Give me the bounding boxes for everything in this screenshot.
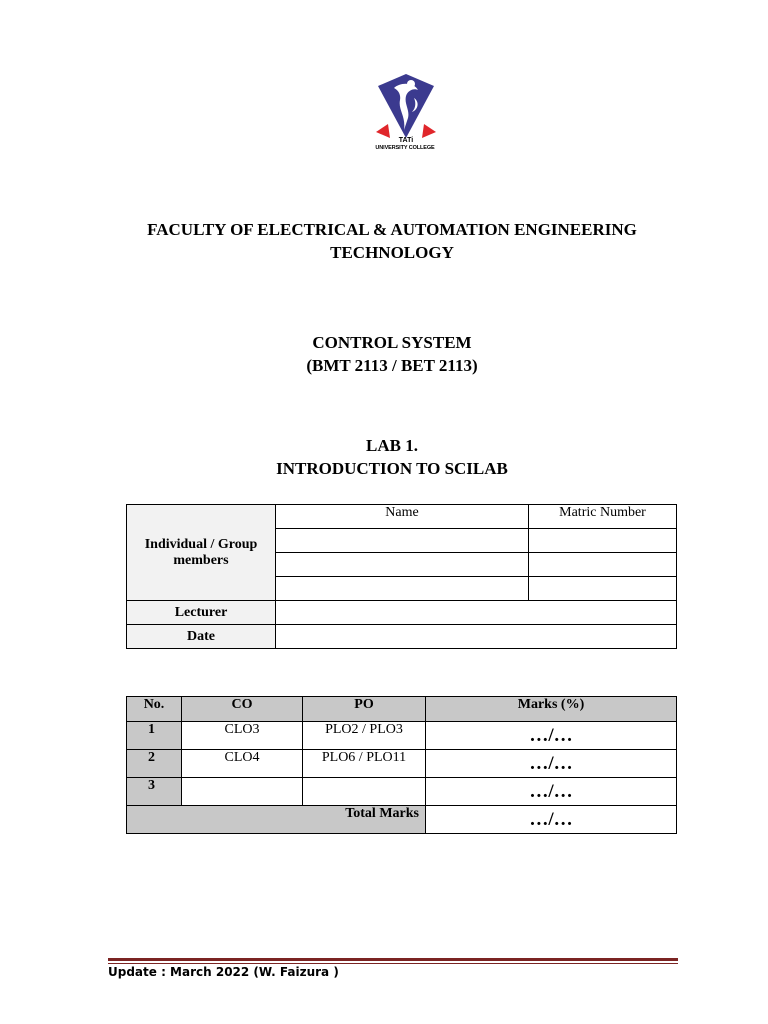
co-cell: CLO3 xyxy=(182,722,303,750)
date-field[interactable] xyxy=(276,625,677,649)
total-row xyxy=(127,806,677,834)
course-code: (BMT 2113 / BET 2113) xyxy=(306,356,478,375)
course-title: CONTROL SYSTEM xyxy=(312,333,472,352)
lecturer-row xyxy=(127,601,677,625)
marks-table xyxy=(126,696,677,834)
lecturer-field[interactable] xyxy=(276,601,677,625)
marks-cell[interactable]: …/… xyxy=(426,722,677,750)
po-cell xyxy=(303,778,426,806)
members-table xyxy=(126,504,677,649)
logo-wordmark: TATi xyxy=(398,137,414,144)
member-matric-field[interactable] xyxy=(529,529,677,553)
footer-divider xyxy=(108,958,678,961)
row-number: 2 xyxy=(127,750,182,778)
course-heading xyxy=(0,331,768,377)
members-header-row xyxy=(127,505,677,529)
marks-header-row xyxy=(127,697,677,722)
lecturer-label: Lecturer xyxy=(127,601,276,625)
lab-title: INTRODUCTION TO SCILAB xyxy=(276,459,508,478)
matric-column-header: Matric Number xyxy=(529,505,677,529)
marks-row xyxy=(127,750,677,778)
row-number: 1 xyxy=(127,722,182,750)
member-matric-field[interactable] xyxy=(529,553,677,577)
group-members-label: Individual / Group members xyxy=(127,505,276,601)
faculty-line-1: FACULTY OF ELECTRICAL & AUTOMATION ENGINEERING xyxy=(147,220,637,239)
co-cell xyxy=(182,778,303,806)
faculty-heading xyxy=(0,218,768,264)
member-name-field[interactable] xyxy=(276,553,529,577)
name-column-header: Name xyxy=(276,505,529,529)
lab-number: LAB 1. xyxy=(366,436,418,455)
po-cell: PLO6 / PLO11 xyxy=(303,750,426,778)
row-number: 3 xyxy=(127,778,182,806)
co-cell: CLO4 xyxy=(182,750,303,778)
total-marks-value[interactable]: …/… xyxy=(426,806,677,834)
marks-row xyxy=(127,722,677,750)
marks-cell[interactable]: …/… xyxy=(426,750,677,778)
co-header: CO xyxy=(182,697,303,722)
faculty-line-2: TECHNOLOGY xyxy=(330,243,454,262)
member-matric-field[interactable] xyxy=(529,577,677,601)
po-cell: PLO2 / PLO3 xyxy=(303,722,426,750)
po-header: PO xyxy=(303,697,426,722)
no-header: No. xyxy=(127,697,182,722)
marks-header: Marks (%) xyxy=(426,697,677,722)
date-row xyxy=(127,625,677,649)
logo-subtitle: UNIVERSITY COLLEGE xyxy=(375,145,435,151)
footer-divider-thin xyxy=(108,963,678,964)
member-name-field[interactable] xyxy=(276,577,529,601)
footer-update-note: Update : March 2022 (W. Faizura ) xyxy=(108,965,339,979)
lab-heading xyxy=(0,434,768,480)
marks-cell[interactable]: …/… xyxy=(426,778,677,806)
date-label: Date xyxy=(127,625,276,649)
total-marks-label: Total Marks xyxy=(127,806,426,834)
marks-row xyxy=(127,778,677,806)
member-name-field[interactable] xyxy=(276,529,529,553)
